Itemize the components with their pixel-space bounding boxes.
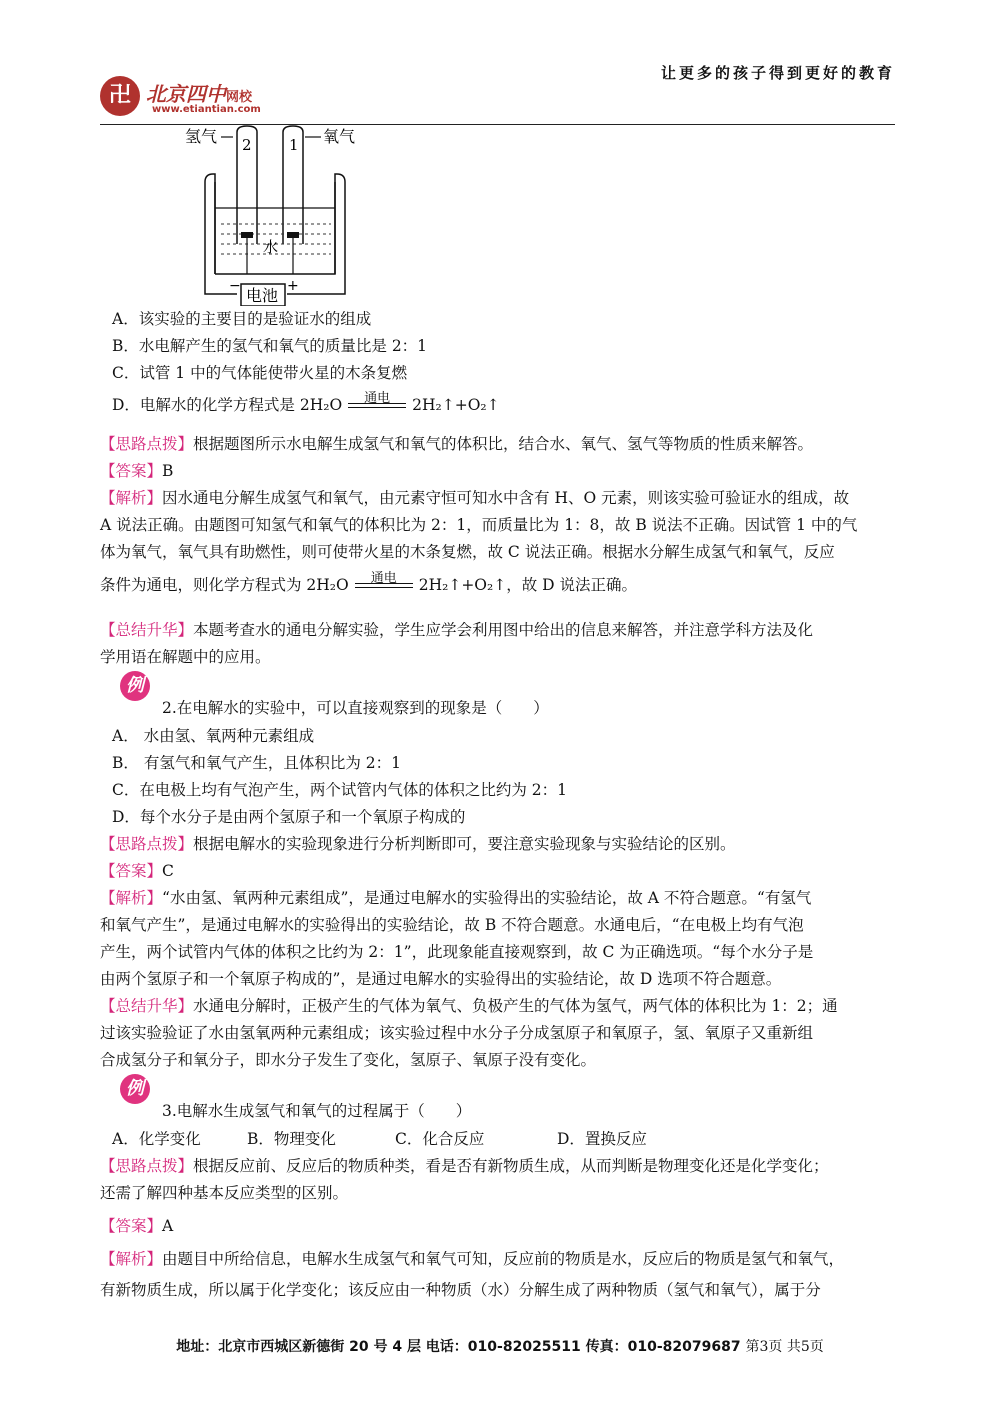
q3-question-row [100,1074,900,1126]
q2-summary-line-2: 过该实验验证了水由氢氧两种元素组成；该实验过程中水分子分成氢原子和氧原子，氢、氧原子又重新组 [100,1024,814,1042]
plus-sign: + [287,278,299,294]
q2-analysis-line-2: 和氧气产生”，是通过电解水的实验得出的实验结论，故 B 不符合题意。水通电后，“在电极上均有气泡 [100,916,804,934]
logo-name: 北京四中网校 [146,82,253,106]
q3-option-a: A．化学变化 [112,1130,201,1148]
q3-question: 3.电解水生成氢气和氧气的过程属于（ ） [162,1102,472,1120]
q2-answer: 【答案】C [100,862,174,880]
footer-address: 地址：北京市西城区新德街 20 号 4 层 电话：010-82025511 传真：010-82079687 [176,1339,741,1355]
q2-analysis-line-3: 产生，两个试管内气体的体积之比约为 2：1”，此现象能直接观察到，故 C 为正确选项。“每个水分子是 [100,943,814,961]
logo [100,74,290,124]
main-content [100,306,900,1304]
q2-question: 2.在电解水的实验中，可以直接观察到的现象是（ ） [162,699,549,717]
q2-option-d: D．每个水分子是由两个氢原子和一个氧原子构成的 [112,808,466,826]
q1-option-c: C．试管 1 中的气体能使带火星的木条复燃 [112,364,408,382]
q1-analysis-line-4: 条件为通电，则化学方程式为 2H₂O 通电 2H₂↑+O₂↑，故 D 说法正确。 [100,571,637,594]
q1-analysis-line-3: 体为氧气，氧气具有助燃性，则可使带火星的木条复燃，故 C 说法正确。根据水分解生成氢气和氧气，反应 [100,543,835,561]
q3-options [100,1126,900,1153]
header-slogan: 让更多的孩子得到更好的教育 [660,64,895,82]
q2-question-row [100,671,900,723]
battery-label: 电池 [246,286,279,305]
q3-hint-line-1: 【思路点拨】根据反应前、反应后的物质种类，看是否有新物质生成，从而判断是物理变化还是化学变化； [100,1157,829,1175]
example-badge-icon: 例 [120,1074,150,1104]
q2-summary-line-1: 【总结升华】水通电分解时，正极产生的气体为氧气、负极产生的气体为氢气，两气体的体积比为 1：2；通 [100,997,838,1015]
q3-analysis-line-1: 【解析】由题目中所给信息，电解水生成氢气和氧气可知，反应前的物质是水，反应后的物质是氢气和氧气， [100,1250,845,1268]
tube-1-label: 1 [289,136,299,154]
q3-hint-line-2: 还需了解四种基本反应类型的区别。 [100,1184,349,1202]
page-number: 第3页 共5页 [745,1339,824,1355]
q1-option-a: A．该实验的主要目的是验证水的组成 [112,310,372,328]
logo-mark-icon: 卍 [100,76,140,116]
q3-analysis-line-2: 有新物质生成，所以属于化学变化；该反应由一种物质（水）分解生成了两种物质（氢气和氧气），属于分 [100,1281,821,1299]
q2-hint: 【思路点拨】根据电解水的实验现象进行分析判断即可，要注意实验现象与实验结论的区别。 [100,835,736,853]
q3-option-c: C．化合反应 [395,1130,485,1148]
q3-option-b: B．物理变化 [247,1130,336,1148]
logo-url: www.etiantian.com [152,104,261,115]
q2-option-b: B． 有氢气和氧气产生，且体积比为 2：1 [112,754,401,772]
q1-summary-line-2: 学用语在解题中的应用。 [100,648,271,666]
q1-answer: 【答案】B [100,462,174,480]
q1-summary-line-1: 【总结升华】本题考查水的通电分解实验，学生应学会利用图中给出的信息来解答，并注意学科方法及化 [100,621,814,639]
electrolysis-diagram [175,124,375,306]
label-hydrogen: 氢气 [185,127,218,146]
q1-analysis-line-1: 【解析】因水通电分解生成氢气和氧气，由元素守恒可知水中含有 H、O 元素，则该实验可验证水的组成，故 [100,489,850,507]
label-oxygen: 氧气 [323,127,356,146]
q1-hint: 【思路点拨】根据题图所示水电解生成氢气和氧气的体积比，结合水、氧气、氢气等物质的性质来解答。 [100,435,814,453]
q3-answer: 【答案】A [100,1217,174,1235]
q2-analysis-line-1: 【解析】“水由氢、氧两种元素组成”，是通过电解水的实验得出的实验结论，故 A 不符合题意。“有氢气 [100,889,812,907]
q2-analysis-line-4: 由两个氢原子和一个氧原子构成的”，是通过电解水的实验得出的实验结论，故 D 选项不符合题意。 [100,970,782,988]
tube-2-label: 2 [242,136,252,154]
page-footer [0,1336,1000,1356]
q3-option-d: D．置换反应 [557,1130,647,1148]
q2-option-c: C．在电极上均有气泡产生，两个试管内气体的体积之比约为 2：1 [112,781,568,799]
example-badge-icon: 例 [120,671,150,701]
q2-option-a: A． 水由氢、氧两种元素组成 [112,727,315,745]
minus-sign: − [229,278,241,294]
q1-option-b: B．水电解产生的氢气和氧气的质量比是 2：1 [112,337,428,355]
q2-summary-line-3: 合成氢分子和氧分子，即水分子发生了变化，氢原子、氧原子没有变化。 [100,1051,597,1069]
q1-analysis-line-2: A 说法正确。由题图可知氢气和氧气的体积比为 2：1，而质量比为 1：8，故 B 说法不正确。因试管 1 中的气 [100,516,858,534]
water-label: 水 [263,238,279,256]
q1-option-d: D．电解水的化学方程式是 2H₂O 通电 2H₂↑+O₂↑ [112,391,500,414]
